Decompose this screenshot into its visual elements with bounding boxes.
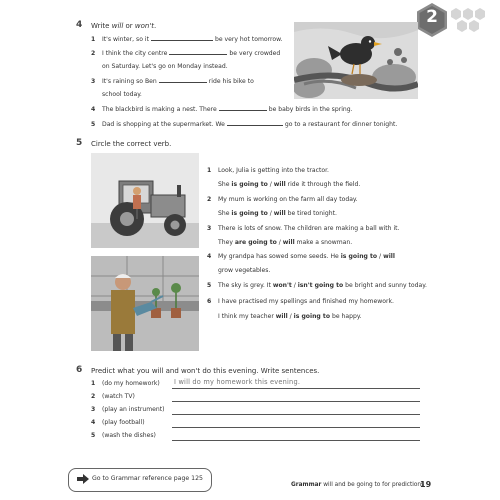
- title-text: or: [123, 22, 135, 30]
- slash: /: [377, 253, 384, 260]
- exercise-5-item-1: [207, 167, 329, 175]
- item-text: on Saturday. Let's go on Monday instead.: [102, 63, 228, 70]
- unit-badge-number: 2: [426, 7, 438, 27]
- exercise-5-item-2: [207, 196, 358, 204]
- answer-blank[interactable]: [159, 77, 207, 83]
- item-number: 5: [91, 121, 96, 128]
- footer-topic: [291, 482, 424, 489]
- item-text: be baby birds in the spring.: [268, 106, 353, 113]
- item-number: 4: [207, 253, 212, 260]
- answer-blank[interactable]: [151, 35, 213, 41]
- unit-badge: [414, 2, 450, 38]
- exercise-4-item-2: [91, 49, 280, 58]
- item-number: 3: [91, 78, 96, 85]
- section-4-title: [91, 22, 156, 31]
- item-text: be bright and sunny today.: [343, 282, 427, 289]
- item-text: The blackbird is making a nest. There: [102, 106, 217, 113]
- item-prompt: (play football): [102, 419, 145, 426]
- verb-option-a[interactable]: will: [275, 313, 288, 320]
- grandpa-gardening-illustration: [91, 256, 199, 351]
- arrow-right-icon: [77, 474, 89, 484]
- verb-option-a[interactable]: is going to: [340, 253, 378, 260]
- item-text: She: [218, 181, 232, 188]
- item-prompt: (wash the dishes): [102, 432, 156, 439]
- exercise-5-item-4-cont: [218, 267, 270, 275]
- verb-option-b[interactable]: is going to: [293, 313, 331, 320]
- item-text: Look, Julia is getting into the tractor.: [218, 167, 329, 174]
- exercise-5-item-4: [207, 253, 395, 261]
- item-text: school today.: [102, 91, 142, 98]
- answer-line[interactable]: [172, 388, 420, 389]
- footer-grammar-label: Grammar: [291, 482, 322, 488]
- verb-option-b[interactable]: will: [383, 253, 395, 260]
- grammar-reference-link[interactable]: Go to Grammar reference page 125: [92, 475, 203, 482]
- item-text: I think my teacher: [218, 313, 276, 320]
- item-number: 4: [91, 106, 96, 113]
- slash: /: [276, 239, 283, 246]
- item-text: She: [218, 210, 232, 217]
- item-text: My grandpa has sowed some seeds. He: [218, 253, 341, 260]
- section-5-title: Circle the correct verb.: [91, 140, 172, 148]
- item-text: They: [218, 239, 235, 246]
- title-emphasis-wont: won't: [134, 22, 155, 30]
- slash: /: [287, 313, 294, 320]
- item-number: 1: [207, 167, 212, 174]
- item-number: 5: [207, 282, 212, 289]
- slash: /: [267, 181, 274, 188]
- exercise-5-item-3: [207, 225, 399, 233]
- item-prompt: (watch TV): [102, 393, 135, 400]
- exercise-4-item-2-cont: [102, 63, 228, 71]
- section-6-number: 6: [76, 365, 83, 375]
- answer-line[interactable]: [172, 401, 420, 402]
- slash: /: [267, 210, 274, 217]
- title-emphasis-will: will: [111, 22, 124, 30]
- item-text: be very hot tomorrow.: [214, 36, 283, 43]
- verb-option-b[interactable]: isn't going to: [297, 282, 344, 289]
- item-number: 3: [207, 225, 212, 232]
- exercise-6-item-3: [91, 406, 165, 414]
- item-text: be happy.: [330, 313, 362, 320]
- item-prompt: (do my homework): [102, 380, 160, 387]
- exercise-4-item-3: [91, 77, 254, 86]
- exercise-6-item-4: [91, 419, 145, 427]
- page-number: 19: [420, 480, 432, 489]
- item-text: The sky is grey. It: [218, 282, 273, 289]
- item-number: 3: [91, 406, 96, 413]
- exercise-5-item-2-choice: [218, 210, 337, 218]
- item-text: There is lots of snow. The children are making a ball with it.: [218, 225, 400, 232]
- exercise-5-item-5: [207, 282, 427, 290]
- verb-option-a[interactable]: won't: [272, 282, 292, 289]
- exercise-6-item-5: [91, 432, 156, 440]
- exercise-5-item-3-choice: [218, 239, 352, 247]
- exercise-6-item-1: [91, 380, 160, 388]
- verb-option-b[interactable]: will: [273, 181, 286, 188]
- item-number: 1: [91, 36, 96, 43]
- item-text: be very crowded: [229, 50, 281, 57]
- item-number: 6: [207, 298, 212, 305]
- item-number: 2: [91, 393, 96, 400]
- footer-grammar-topic: will and be going to for predictions: [323, 482, 425, 488]
- item-number: 5: [91, 432, 96, 439]
- answer-blank[interactable]: [219, 105, 267, 111]
- badge-dots-decoration: [450, 6, 492, 36]
- answer-line[interactable]: [172, 427, 420, 428]
- item-number: 1: [91, 380, 96, 387]
- item-text: Dad is shopping at the supermarket. We: [102, 121, 225, 128]
- exercise-6-item-2: [91, 393, 135, 401]
- item-prompt: (play an instrument): [102, 406, 165, 413]
- section-6-title: Predict what you will and won't do this evening. Write sentences.: [91, 367, 320, 375]
- answer-line[interactable]: [172, 414, 420, 415]
- title-text: .: [154, 22, 157, 30]
- exercise-5-item-6-choice: [218, 313, 362, 321]
- slash: /: [291, 282, 298, 289]
- item-number: 4: [91, 419, 96, 426]
- section-5-number: 5: [76, 138, 83, 148]
- exercise-4-item-1: [91, 35, 282, 44]
- item-text: My mum is working on the farm all day today.: [218, 196, 358, 203]
- verb-option-a[interactable]: are going to: [234, 239, 277, 246]
- title-text: Write: [91, 22, 112, 30]
- exercise-5-item-1-choice: [218, 181, 360, 189]
- item-number: 2: [91, 50, 96, 57]
- exercise-4-item-5: [91, 120, 397, 129]
- verb-option-a[interactable]: is going to: [231, 181, 268, 188]
- exercise-4-item-4: [91, 105, 353, 114]
- verb-option-a[interactable]: is going to: [231, 210, 268, 217]
- item-text: It's raining so Ben: [102, 78, 157, 85]
- blackbird-illustration: [294, 22, 418, 99]
- answer-blank[interactable]: [227, 120, 283, 126]
- item-text: It's winter, so it: [102, 36, 149, 43]
- tractor-illustration: [91, 153, 199, 248]
- item-text: grow vegetables.: [218, 267, 271, 274]
- item-text: ride his bike to: [208, 78, 254, 85]
- item-text: I have practised my spellings and finished my homework.: [218, 298, 394, 305]
- example-answer: I will do my homework this evening.: [174, 378, 301, 386]
- exercise-4-item-3-cont: [102, 91, 142, 99]
- item-text: make a snowman.: [294, 239, 353, 246]
- answer-blank[interactable]: [169, 49, 227, 55]
- exercise-5-item-6: [207, 298, 394, 306]
- verb-option-b[interactable]: will: [273, 210, 286, 217]
- item-number: 2: [207, 196, 212, 203]
- item-text: be tired tonight.: [285, 210, 337, 217]
- item-text: ride it through the field.: [285, 181, 361, 188]
- item-text: I think the city centre: [102, 50, 168, 57]
- answer-line[interactable]: [172, 440, 420, 441]
- verb-option-b[interactable]: will: [282, 239, 295, 246]
- item-text: go to a restaurant for dinner tonight.: [284, 121, 398, 128]
- section-4-number: 4: [76, 20, 83, 30]
